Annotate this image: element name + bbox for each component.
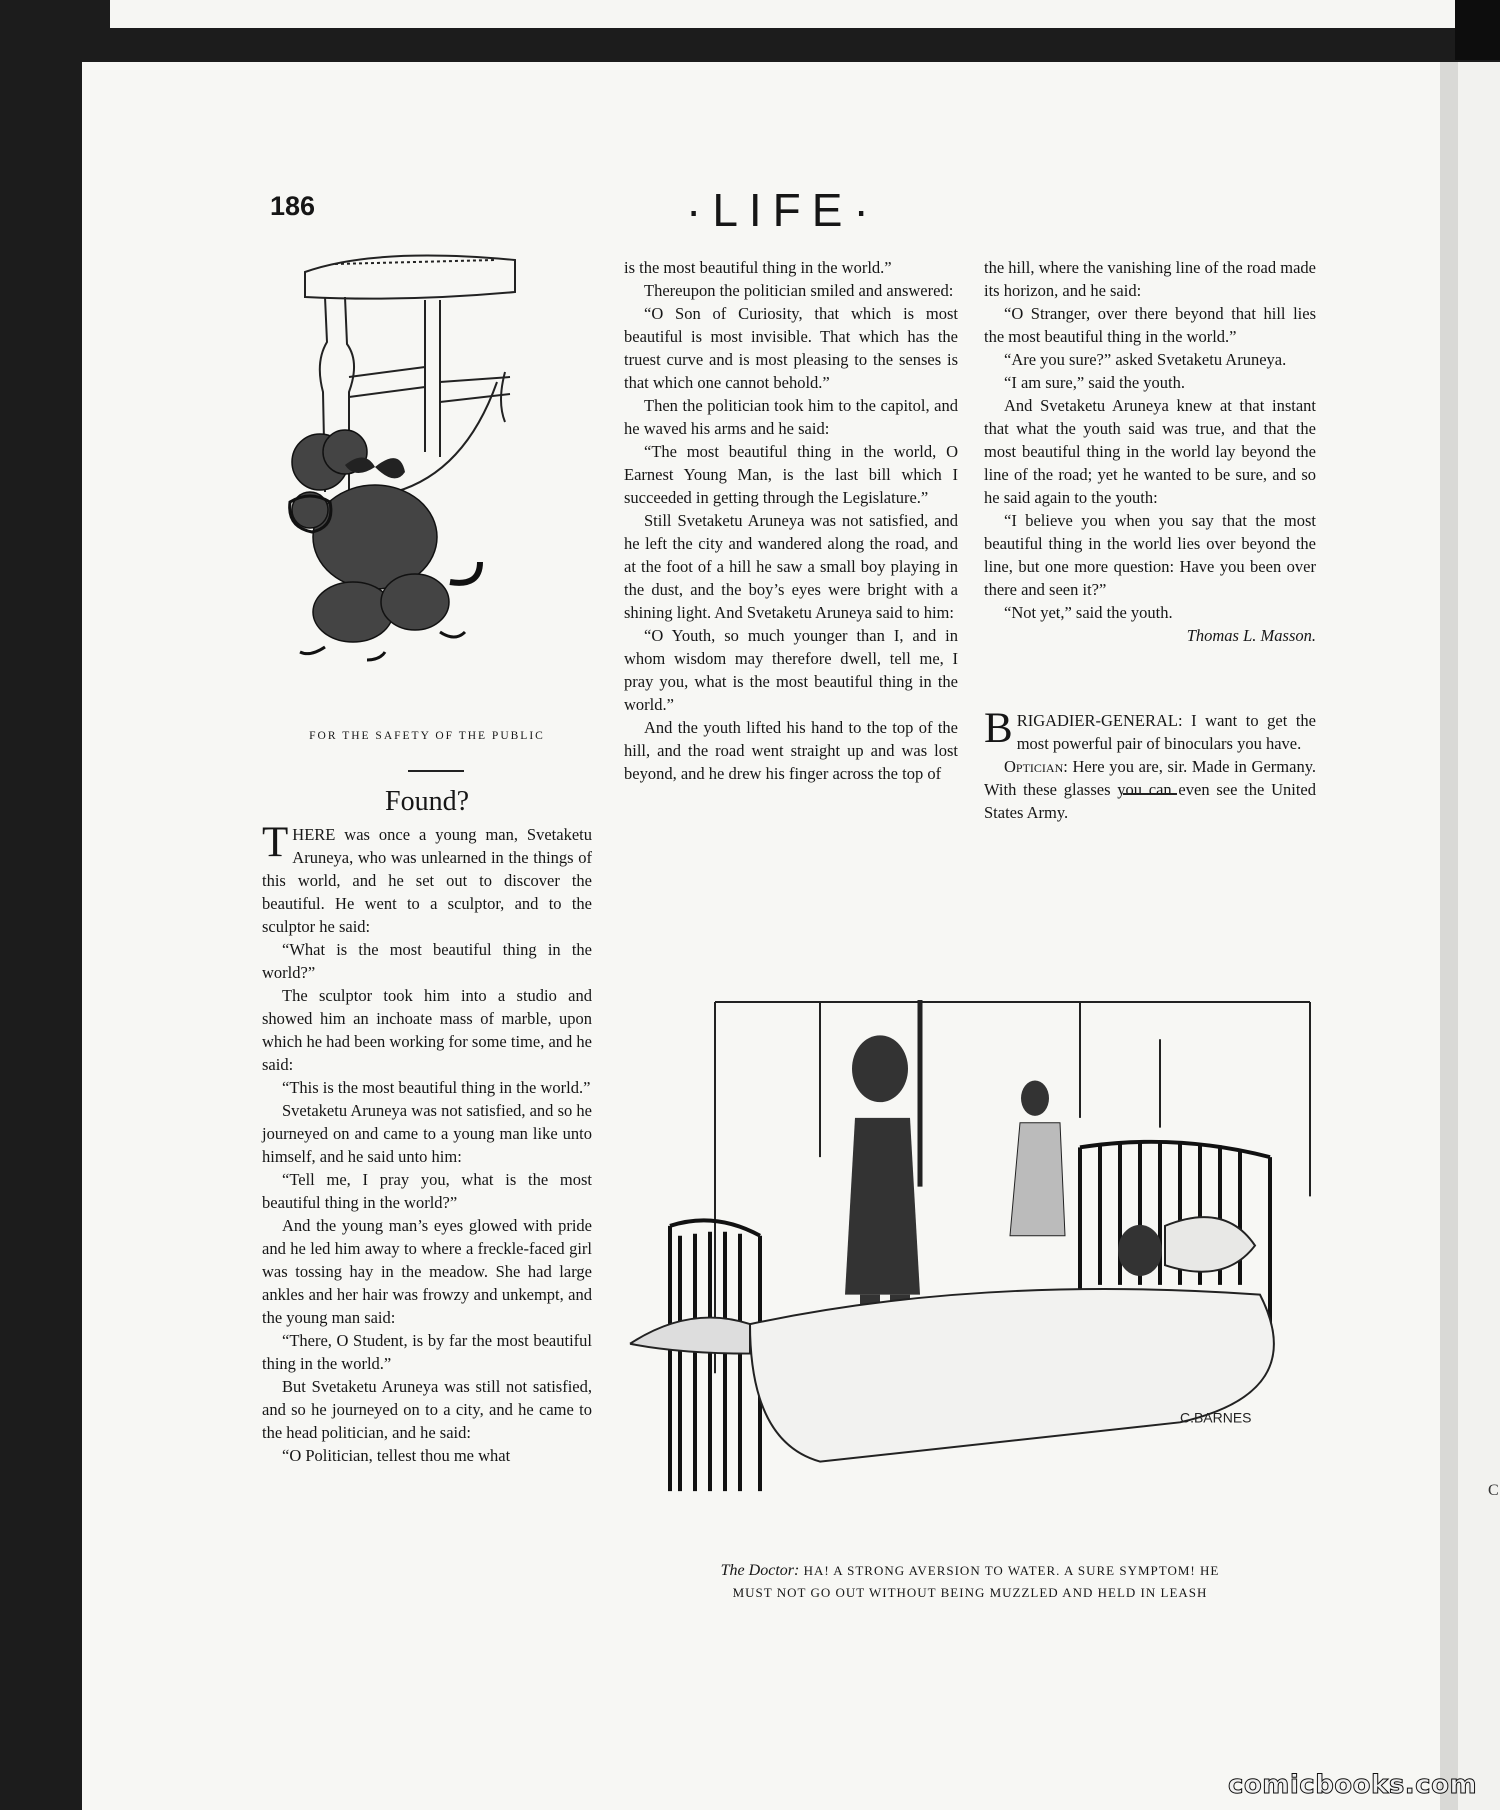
poodle-illustration — [265, 252, 590, 712]
story-paragraph: THERE was once a young man, Svetaketu Aruneya, who was unlearned in the things of this world, and he set out to discover the beautiful. He went to a sculptor, and to the sculptor he said: — [262, 819, 592, 936]
story-paragraph: is the most beautiful thing in the world.” — [624, 258, 892, 277]
caption-line: MUST NOT GO OUT WITHOUT BEING MUZZLED AND HELD IN LEASH — [732, 1585, 1208, 1600]
masthead: ·LIFE· — [686, 184, 880, 236]
story-title: Found? — [385, 786, 469, 817]
joke-paragraph: Optician: Here you are, sir. Made in Germany. With these glasses you can even see the United States Army. — [984, 757, 1317, 822]
story-paragraph: “Tell me, I pray you, what is the most beautiful thing in the world?” — [262, 1170, 592, 1212]
caption-line: HA! A STRONG AVERSION TO WATER. A SURE SYMPTOM! HE — [803, 1563, 1220, 1578]
story-paragraph: “This is the most beautiful thing in the world.” — [282, 1078, 591, 1097]
story-paragraph: “I am sure,” said the youth. — [1004, 373, 1185, 392]
next-page-edge — [1458, 62, 1500, 1810]
joke-paragraph: BRIGADIER-GENERAL: I want to get the most powerful pair of binoculars you have. — [984, 705, 1317, 753]
story-paragraph: “What is the most beautiful thing in the world?” — [262, 940, 592, 982]
story-paragraph: Thereupon the politician smiled and answered: — [644, 281, 954, 300]
section-divider — [1123, 793, 1177, 795]
story-paragraph: And the young man’s eyes glowed with pride and he led him away to where a freckle-faced girl was tossing hay in the meadow. She had large ankles and her hair was frowzy and unkempt, and the young man said: — [262, 1216, 592, 1327]
story-paragraph: “O Politician, tellest thou me what — [282, 1446, 511, 1465]
story-paragraph: The sculptor took him into a studio and showed him an inchoate mass of marble, upon which he had been working for some time, and he said: — [262, 986, 592, 1074]
story-paragraph: Then the politician took him to the capitol, and he waved his arms and he said: — [624, 396, 958, 438]
drop-cap: T — [262, 819, 289, 866]
column-3 — [984, 256, 1316, 824]
story-paragraph: But Svetaketu Aruneya was still not satisfied, and so he journeyed on to a city, and he came to the head politician, and he said: — [262, 1377, 592, 1442]
doctor-cartoon-illustration — [620, 1000, 1320, 1550]
story-paragraph: Svetaketu Aruneya was not satisfied, and so he journeyed on and came to a young man like unto himself, and he said unto him: — [262, 1101, 592, 1166]
column-1 — [262, 819, 592, 1467]
illustration-caption: FOR THE SAFETY OF THE PUBLIC — [309, 730, 545, 742]
story-paragraph: “Are you sure?” asked Svetaketu Aruneya. — [1004, 350, 1287, 369]
site-watermark: comicbooks.com — [1228, 1770, 1478, 1800]
page-gutter — [1440, 62, 1458, 1810]
previous-page-edge — [110, 0, 1465, 28]
cartoon-caption — [620, 1560, 1320, 1604]
caption-speaker: The Doctor: — [720, 1562, 800, 1579]
artist-signature: C.BARNES — [1180, 1409, 1252, 1426]
joke-speaker: RIGADIER-GENERAL: — [1016, 711, 1183, 730]
story-paragraph: “O Stranger, over there beyond that hill lies the most beautiful thing in the world.” — [984, 304, 1316, 346]
margin-mark: C — [1488, 1482, 1499, 1499]
story-paragraph: Still Svetaketu Aruneya was not satisfied, and he left the city and wandered along the road, and at the foot of a hill he saw a small boy playing in the dust, and the boy’s eyes were bright with a shining light. And Svetaketu Aruneya said to him: — [624, 511, 958, 622]
story-paragraph: And Svetaketu Aruneya knew at that instant that what the youth said was true, and that the most beautiful thing in the world lay beyond the line of the road; yet he wanted to be sure, and so he said again to the youth: — [984, 396, 1316, 507]
scan-border — [1455, 0, 1500, 60]
story-paragraph: “The most beautiful thing in the world, O Earnest Young Man, is the last bill which I succeeded in getting through the Legislature.” — [624, 442, 958, 507]
story-paragraph: “There, O Student, is by far the most beautiful thing in the world.” — [262, 1331, 592, 1373]
story-paragraph: “Not yet,” said the youth. — [1004, 603, 1173, 622]
story-paragraph: And the youth lifted his hand to the top of the hill, and the road went straight up and was lost beyond, and he drew his finger across the top of — [624, 718, 958, 783]
story-paragraph: the hill, where the vanishing line of the road made its horizon, and he said: — [984, 258, 1316, 300]
drop-cap: B — [984, 705, 1013, 752]
column-2 — [624, 256, 958, 785]
page-number: 186 — [270, 191, 316, 221]
section-divider — [408, 770, 464, 772]
story-paragraph: “O Youth, so much younger than I, and in whom wisdom may therefore dwell, tell me, I pray you, what is the most beautiful thing in the world.” — [624, 626, 958, 714]
story-paragraph: “I believe you when you say that the most beautiful thing in the world lies over beyond the line, but one more question: Have you been over there and seen it?” — [984, 511, 1316, 599]
joke-speaker: Optician: — [1004, 757, 1068, 776]
author-signature: Thomas L. Masson. — [1186, 626, 1316, 645]
story-paragraph: “O Son of Curiosity, that which is most beautiful is most invisible. That which has the truest curve and is most pleasing to the senses is that which one cannot behold.” — [624, 304, 958, 392]
